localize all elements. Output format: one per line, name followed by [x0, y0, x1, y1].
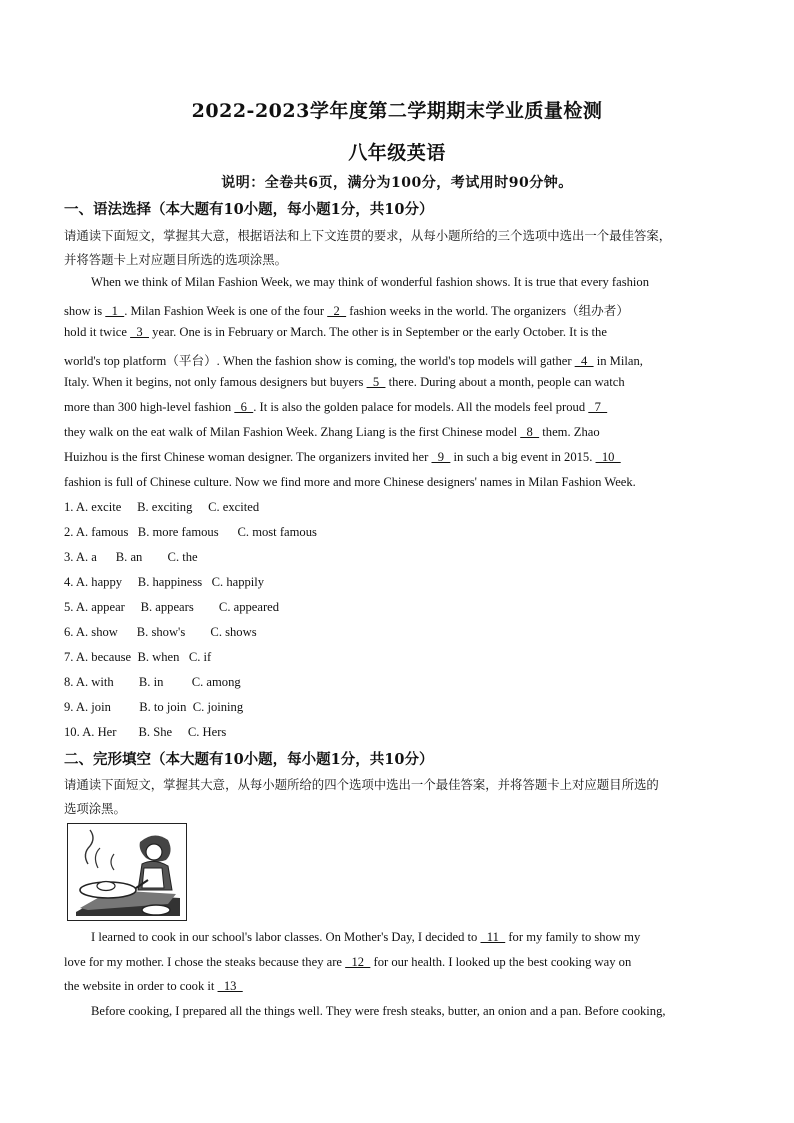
passage-text: Italy. When it begins, not only famous designers but buyers	[64, 375, 367, 389]
option-row-9[interactable]: 9. A. join B. to join C. joining	[64, 700, 244, 714]
passage-text: year. One is in February or March. The other is in September or the early October. It is the	[149, 325, 607, 339]
passage-text: there. During about a month, people can watch	[385, 375, 625, 389]
passage-text: show is	[64, 304, 106, 318]
option-row-1[interactable]: 1. A. excite B. exciting C. excited	[64, 500, 260, 514]
option-row-6[interactable]: 6. A. show B. show's C. shows	[64, 625, 257, 639]
passage2-line	[64, 955, 631, 970]
blank-7: 7	[588, 400, 608, 414]
option-row-5[interactable]: 5. A. appear B. appears C. appeared	[64, 600, 280, 614]
section2-heading: 二、完形填空（本大题有10小题，每小题1分，共10分）	[64, 751, 434, 768]
passage-text: Huizhou is the first Chinese woman designer. The organizers invited her	[64, 450, 432, 464]
passage1-line: fashion is full of Chinese culture. Now we find more and more Chinese designers' names in Milan Fashion Week.	[64, 475, 636, 489]
option-row-4[interactable]: 4. A. happy B. happiness C. happily	[64, 575, 265, 589]
blank-6: 6	[234, 400, 254, 414]
passage1-line	[64, 425, 600, 440]
section2-instruction: 请通读下面短文，掌握其大意，从每小题所给的四个选项中选出一个最佳答案，并将答题卡上对应题目所选的	[64, 777, 659, 792]
section2-instruction-cont: 选项涂黑。	[64, 801, 126, 816]
blank-11: 11	[480, 930, 506, 944]
passage2-line: Before cooking, I prepared all the things well. They were fresh steaks, butter, an onion and a pan. Before cooking,	[91, 1004, 666, 1018]
passage1-line	[64, 375, 625, 390]
blank-10: 10	[595, 450, 621, 464]
blank-9: 9	[431, 450, 451, 464]
blank-2: 2	[327, 304, 347, 318]
passage2-line	[91, 930, 640, 945]
exam-note: 说明：全卷共6页，满分为100分，考试用时90分钟。	[221, 175, 573, 191]
passage-text: for our health. I looked up the best cooking way on	[370, 955, 632, 969]
option-row-10[interactable]: 10. A. Her B. She C. Hers	[64, 725, 227, 739]
option-row-3[interactable]: 3. A. a B. an C. the	[64, 550, 198, 564]
blank-5: 5	[366, 375, 386, 389]
blank-4: 4	[574, 354, 594, 368]
passage-text: . Milan Fashion Week is one of the four	[124, 304, 328, 318]
passage1-line	[64, 350, 643, 369]
passage-text: world's top platform（平台）. When the fashion show is coming, the world's top models will gather	[64, 354, 575, 368]
cooking-woman-icon	[68, 824, 186, 920]
blank-8: 8	[520, 425, 540, 439]
passage-text: I learned to cook in our school's labor classes. On Mother's Day, I decided to	[91, 930, 481, 944]
passage1-line	[64, 325, 607, 340]
option-row-2[interactable]: 2. A. famous B. more famous C. most famous	[64, 525, 317, 539]
passage-text: more than 300 high-level fashion	[64, 400, 235, 414]
blank-1: 1	[105, 304, 125, 318]
passage1-line	[64, 300, 629, 319]
passage-text: they walk on the eat walk of Milan Fashion Week. Zhang Liang is the first Chinese model	[64, 425, 521, 439]
blank-3: 3	[130, 325, 149, 339]
passage1-line	[64, 400, 607, 415]
exam-subtitle: 八年级英语	[348, 142, 446, 164]
passage1-line: When we think of Milan Fashion Week, we may think of wonderful fashion shows. It is true that every fashion	[91, 275, 650, 289]
passage-text: in such a big event in 2015.	[450, 450, 596, 464]
section1-heading: 一、语法选择（本大题有10小题，每小题1分，共10分）	[64, 201, 434, 218]
passage-text: hold it twice	[64, 325, 131, 339]
option-row-8[interactable]: 8. A. with B. in C. among	[64, 675, 241, 689]
passage-text: for my family to show my	[505, 930, 641, 944]
blank-12: 12	[345, 955, 371, 969]
option-row-7[interactable]: 7. A. because B. when C. if	[64, 650, 212, 664]
passage2-line	[64, 979, 243, 994]
passage1-line	[64, 450, 621, 465]
passage-text: the website in order to cook it	[64, 979, 218, 993]
section1-instruction-cont: 并将答题卡上对应题目所选的选项涂黑。	[64, 252, 288, 267]
passage-text: fashion weeks in the world. The organizers（组办者）	[346, 304, 629, 318]
section1-instruction: 请通读下面短文，掌握其大意，根据语法和上下文连贯的要求，从每小题所给的三个选项中选出一个最佳答案，	[64, 228, 672, 243]
passage-text: . It is also the golden palace for models. All the models feel proud	[253, 400, 589, 414]
passage-text: in Milan,	[593, 354, 643, 368]
blank-13: 13	[217, 979, 243, 993]
passage-text: them. Zhao	[539, 425, 600, 439]
passage-text: love for my mother. I chose the steaks because they are	[64, 955, 346, 969]
exam-title: 2022-2023学年度第二学期期末学业质量检测	[191, 100, 603, 122]
cooking-illustration	[67, 823, 187, 921]
